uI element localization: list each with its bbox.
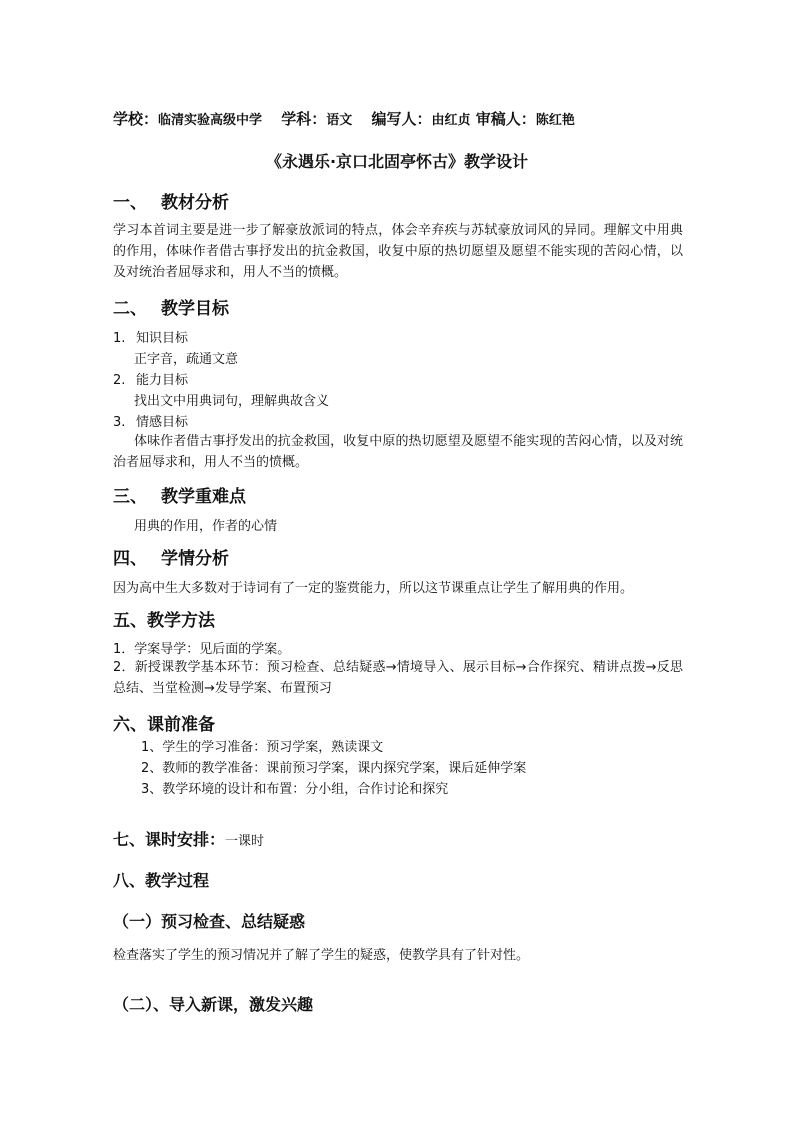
process-step-1-heading: （一）预习检查、总结疑惑 xyxy=(113,912,306,931)
section-4-text: 因为高中生大多数对于诗词有了一定的鉴赏能力，所以这节课重点让学生了解用典的作用。 xyxy=(113,581,634,596)
goal-item-3-number: 3. xyxy=(113,415,126,430)
goal-item-3-label: 情感目标 xyxy=(136,415,189,430)
method-item-2: 2．新授课教学基本环节：预习检查、总结疑惑→情境导入、展示目标→合作探究、精讲点拨→反思总结、当堂检测→发导学案、布置预习 xyxy=(113,660,683,696)
subject-value: 语文 xyxy=(326,113,353,128)
goal-item-1-label: 知识目标 xyxy=(136,331,189,346)
section-2-number: 二、 xyxy=(113,299,147,319)
header-meta-line xyxy=(113,108,575,129)
reviewer-label: 审稿人： xyxy=(475,110,536,128)
subject-label: 学科： xyxy=(281,110,327,128)
process-step-2-heading: （二）、导入新课，激发兴趣 xyxy=(113,995,314,1014)
goal-item-2-detail: 找出文中用典词句，理解典故含义 xyxy=(134,394,330,409)
prep-item-1: 1、学生的学习准备：预习学案，熟读课文 xyxy=(141,740,384,755)
section-7-value: 一课时 xyxy=(225,834,265,849)
section-4-heading xyxy=(113,544,229,569)
section-5-heading: 五、教学方法 xyxy=(113,611,215,631)
prep-item-3: 3、教学环境的设计和布置：分小组，合作讨论和探究 xyxy=(141,782,449,797)
goal-item-2 xyxy=(113,369,188,388)
goal-item-1-detail: 正字音，疏通文意 xyxy=(134,352,239,367)
goal-item-1-number: 1. xyxy=(113,331,126,346)
section-7-title: 七、课时安排： xyxy=(113,830,226,849)
section-2-title: 教学目标 xyxy=(161,299,229,319)
goal-item-2-label: 能力目标 xyxy=(136,373,189,388)
section-3-heading xyxy=(113,482,246,507)
section-1-heading xyxy=(113,188,229,213)
goal-item-3 xyxy=(113,411,188,430)
reviewer-value: 陈红艳 xyxy=(535,113,575,128)
goal-item-2-number: 2. xyxy=(113,373,126,388)
section-4-number: 四、 xyxy=(113,549,147,569)
section-1-number: 一、 xyxy=(113,193,147,213)
section-8-heading: 八、教学过程 xyxy=(113,871,210,890)
author-label: 编写人： xyxy=(371,110,432,128)
school-value: 临清实验高级中学 xyxy=(158,113,263,128)
section-3-title: 教学重难点 xyxy=(161,487,246,507)
section-1-title: 教材分析 xyxy=(161,193,229,213)
author-value: 由红贞 xyxy=(431,113,471,128)
section-3-text: 用典的作用，作者的心情 xyxy=(134,519,278,534)
goal-item-1 xyxy=(113,327,188,346)
section-7-heading xyxy=(113,827,264,850)
section-3-number: 三、 xyxy=(113,487,147,507)
method-item-1: 1．学案导学：见后面的学案。 xyxy=(113,642,291,657)
goal-item-3-detail: 体味作者借古事抒发出的抗金救国，收复中原的热切愿望及愿望不能实现的苦闷心情，以及对统治者屈辱求和，用人不当的愤概。 xyxy=(113,434,683,470)
section-1-paragraph: 学习本首词主要是进一步了解豪放派词的特点，体会辛弃疾与苏轼豪放词风的异同。理解文中用典的作用，体味作者借古事抒发出的抗金救国，收复中原的热切愿望及愿望不能实现的苦闷心情，以及对统治者屈辱求和，用人不当的愤概。 xyxy=(113,223,683,280)
prep-item-2: 2、教师的教学准备：课前预习学案，课内探究学案，课后延伸学案 xyxy=(141,761,527,776)
document-title: 《永遇乐·京口北固亭怀古》教学设计 xyxy=(265,152,529,171)
school-label: 学校： xyxy=(113,110,159,128)
section-2-heading xyxy=(113,294,229,319)
section-4-title: 学情分析 xyxy=(161,549,229,569)
section-6-heading: 六、课前准备 xyxy=(113,715,215,735)
process-step-1-text: 检查落实了学生的预习情况并了解了学生的疑惑，使教学具有了针对性。 xyxy=(113,948,530,963)
